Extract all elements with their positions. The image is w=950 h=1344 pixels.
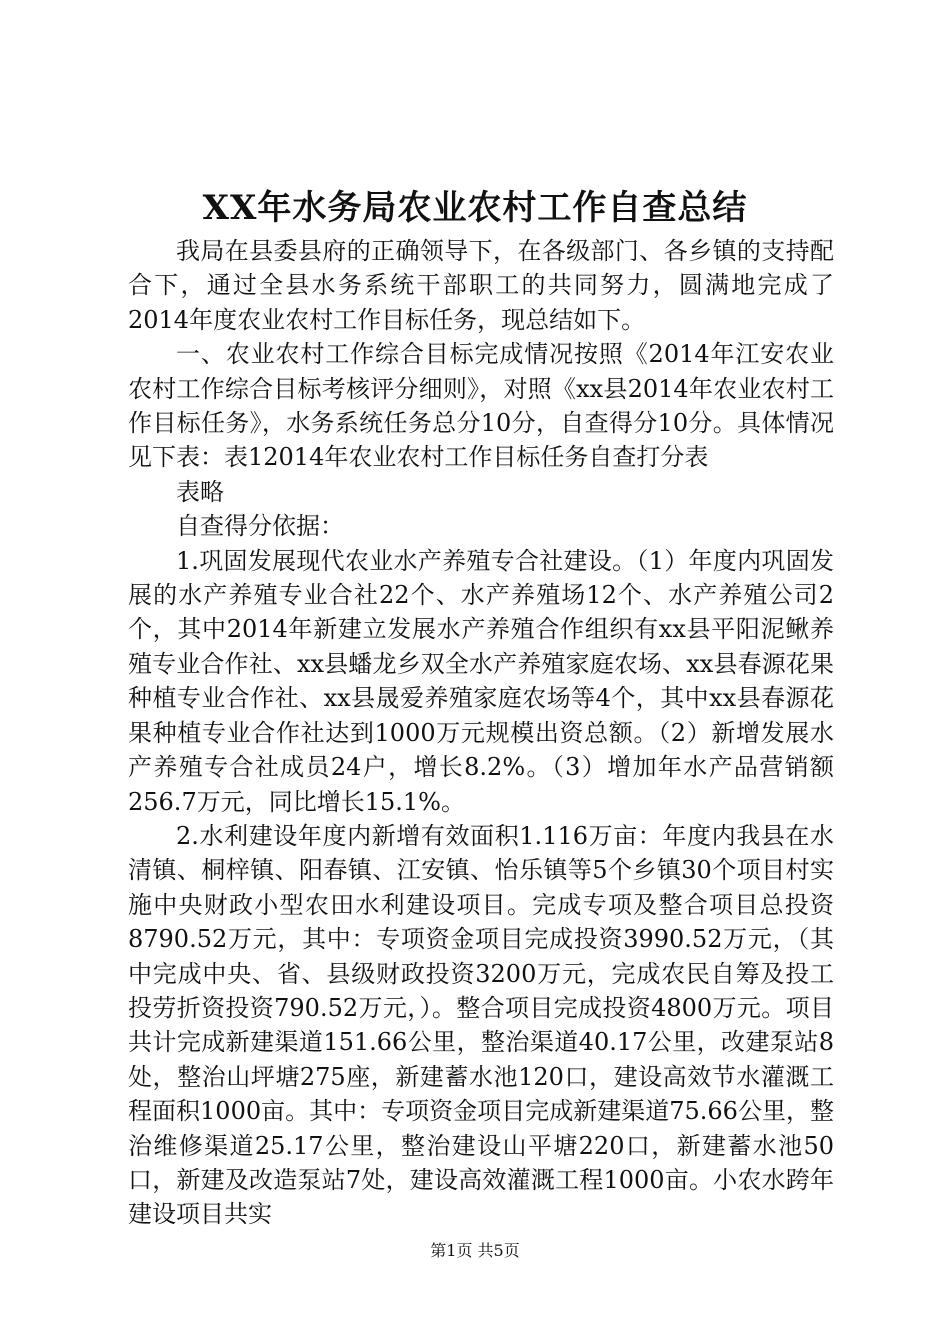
document-title: XX年水务局农业农村工作自查总结 [202,188,748,228]
paragraph-basis-heading: 自查得分依据： [176,512,344,541]
paragraph-table-omitted: 表略 [176,477,224,506]
paragraph-section-one: 一、农业农村工作综合目标完成情况按照《2014年江安农业农村工作综合目标考核评分细则》，对照《xx县2014年农业农村工作目标任务》，水务系统任务总分10分，自查得分10分。具体情况见下表：表12014年农业农村工作目标任务自查打分表 [128,340,834,472]
paragraph-intro: 我局在县委县府的正确领导下，在各级部门、各乡镇的支持配合下，通过全县水务系统干部职工的共同努力，圆满地完成了2014年度农业农村工作目标任务，现总结如下。 [128,237,834,334]
page-number-footer: 第1页 共5页 [430,1241,520,1260]
document-body [128,234,834,1232]
paragraph-item-one: 1.巩固发展现代农业水产养殖专合社建设。（1）年度内巩固发展的水产养殖专业合社22个、水产养殖场12个、水产养殖公司2个，其中2014年新建立发展水产养殖合作组织有xx县平阳泥鳅养殖专业合作社、xx县蟠龙乡双全水产养殖家庭农场、xx县春源花果种植专业合作社、xx县晟爱养殖家庭农场等4个，其中xx县春源花果种植专业合作社达到1000万元规模出资总额。（2）新增发展水产养殖专合社成员24户，增长8.2%。（3）增加年水产品营销额256.7万元，同比增长15.1%。 [128,546,834,816]
paragraph-item-two: 2.水利建设年度内新增有效面积1.116万亩：年度内我县在水清镇、桐梓镇、阳春镇、江安镇、怡乐镇等5个乡镇30个项目村实施中央财政小型农田水利建设项目。完成专项及整合项目总投资8790.52万元，其中：专项资金项目完成投资3990.52万元，（其中完成中央、省、县级财政投资3200万元，完成农民自筹及投工投劳折资投资790.52万元，）。整合项目完成投资4800万元。项目共计完成新建渠道151.66公里，整治渠道40.17公里，改建泵站8处，整治山坪塘275座，新建蓄水池120口，建设高效节水灌溉工程面积1000亩。其中：专项资金项目完成新建渠道75.66公里，整治维修渠道25.17公里，整治建设山平塘220口，新建蓄水池50口，新建及改造泵站7处，建设高效灌溉工程1000亩。小农水跨年建设项目共实 [128,821,834,1229]
